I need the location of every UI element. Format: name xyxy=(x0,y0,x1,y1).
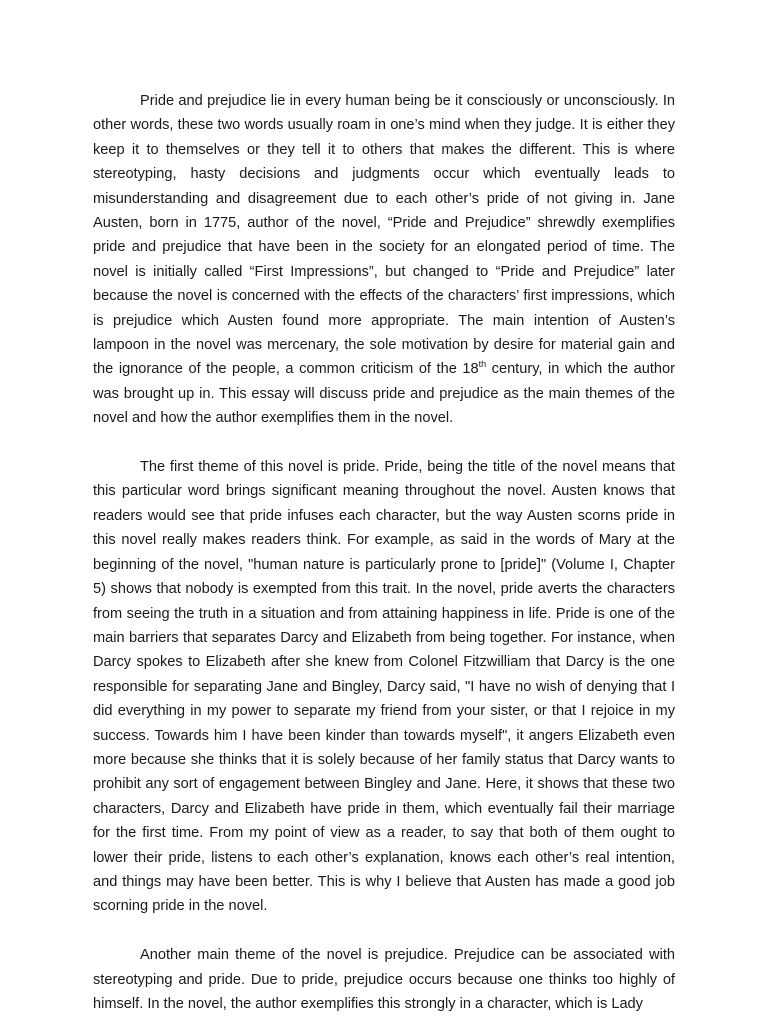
paragraph-introduction xyxy=(93,89,675,431)
superscript-ordinal: th xyxy=(478,359,487,370)
paragraph-pride-theme: The first theme of this novel is pride. Pride, being the title of the novel means that this particular word brings significant meaning throughout the novel. Austen knows that readers would see that pride infuses each character, but the way Austen scorns pride in this novel really makes readers think. For example, as said in the words of Mary at the beginning of the novel, "human nature is particularly prone to [pride]" (Volume I, Chapter 5) shows that nobody is exempted from this trait. In the novel, pride averts the characters from seeing the truth in a situation and from attaining happiness in life. Pride is one of the main barriers that separates Darcy and Elizabeth from being together. For instance, when Darcy spokes to Elizabeth after she knew from Colonel Fitzwilliam that Darcy is the one responsible for separating Jane and Bingley, Darcy said, "I have no wish of denying that I did everything in my power to separate my friend from your sister, or that I rejoice in my success. Towards him I have been kinder than towards myself", it angers Elizabeth even more because she thinks that it is solely because of her family status that Darcy wants to prohibit any sort of engagement between Bingley and Jane. Here, it shows that these two characters, Darcy and Elizabeth have pride in them, which eventually fail their marriage for the first time. From my point of view as a reader, to say that both of them ought to lower their pride, listens to each other’s explanation, knows each other’s real intention, and things may have been better. This is why I believe that Austen has made a good job scorning pride in the novel. xyxy=(93,459,675,915)
paragraph-prejudice-theme: Another main theme of the novel is prejudice. Prejudice can be associated with stereotyping and pride. Due to pride, prejudice occurs because one thinks too highly of himself. In the novel, the author exemplifies this strongly in a character, which is Lady xyxy=(93,947,675,1012)
document-page xyxy=(93,89,675,1016)
paragraph-text-continued: century, in which the author was brought up in. This essay will discuss pride and prejudice as the main themes of the novel and how the author exemplifies them in the novel. xyxy=(93,361,675,427)
paragraph-text: Pride and prejudice lie in every human being be it consciously or unconsciously. In other words, these two words usually roam in one’s mind when they judge. It is either they keep it to themselves or they tell it to others that makes the different. This is where stereotyping, hasty decisions and judgments occur which eventually leads to misunderstanding and disagreement due to each other’s pride of not giving in. Jane Austen, born in 1775, author of the novel, “Pride and Prejudice” shrewdly exemplifies pride and prejudice that have been in the society for an elongated period of time. The novel is initially called “First Impressions”, but changed to “Pride and Prejudice” later because the novel is concerned with the effects of the characters’ first impressions, which is prejudice which Austen found more appropriate. The main intention of Austen’s lampoon in the novel was mercenary, the sole motivation by desire for material gain and the ignorance of the people, a common criticism of the 18 xyxy=(93,93,675,378)
